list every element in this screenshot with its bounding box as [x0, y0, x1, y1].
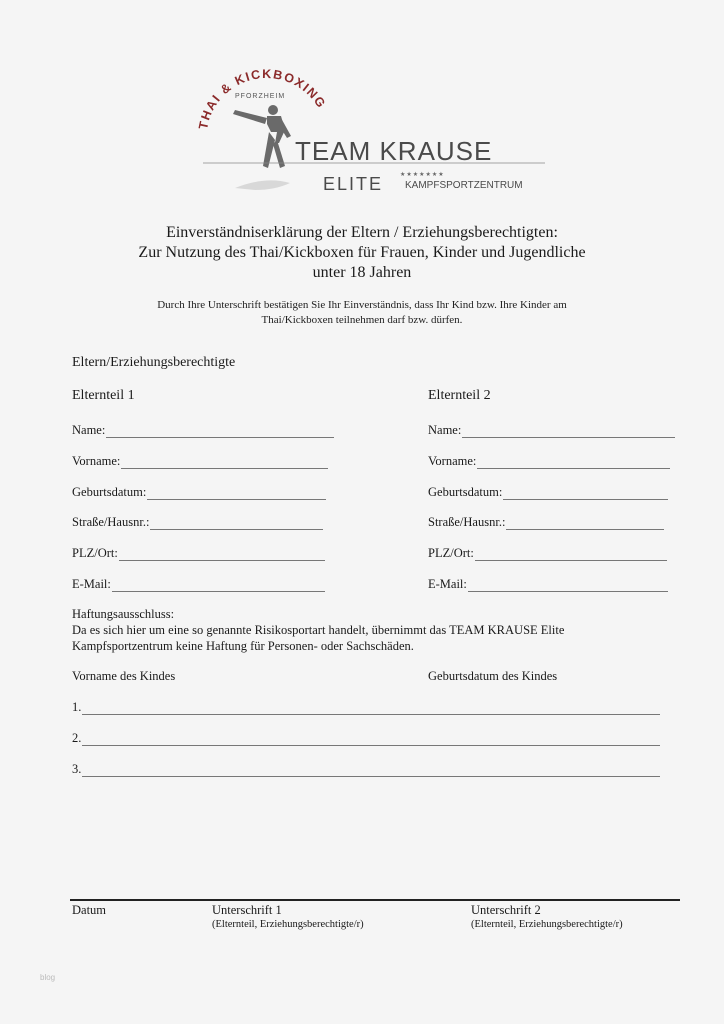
signature-1-label: Unterschrift 1: [212, 903, 282, 917]
child-row-2[interactable]: [72, 731, 660, 746]
parent1-title: Elternteil 1: [72, 388, 135, 403]
parent2-name-field[interactable]: [428, 423, 675, 438]
parent2-vorname-label: Vorname:: [428, 454, 477, 468]
liability-line-1: Da es sich hier um eine so genannte Risikosportart handelt, übernimmt das TEAM KRAUSE Elite: [72, 623, 565, 637]
parent1-email-field[interactable]: [72, 577, 325, 592]
child-row-3-line[interactable]: [82, 764, 660, 777]
parent2-geburtsdatum-label: Geburtsdatum:: [428, 485, 503, 499]
signature-1-sub: (Elternteil, Erziehungsberechtigte/r): [212, 919, 364, 930]
parent1-vorname-field[interactable]: [72, 454, 328, 469]
parents-heading: Eltern/Erziehungsberechtigte: [72, 355, 236, 370]
child-row-2-number: 2.: [72, 731, 82, 745]
parent1-vorname-label: Vorname:: [72, 454, 121, 468]
signature-date-label: Datum: [72, 903, 107, 917]
parent2-plz-line[interactable]: [475, 548, 667, 561]
team-krause-logo: [195, 48, 555, 198]
heading-line-2: Zur Nutzung des Thai/Kickboxen für Frauen, Kinder und Jugendliche: [138, 244, 586, 261]
parent2-email-line[interactable]: [468, 579, 668, 592]
liability-line-2: Kampfsportzentrum keine Haftung für Personen- oder Sachschäden.: [72, 639, 414, 653]
logo-stars: ★★★★★★★: [400, 171, 445, 178]
logo-brand: TEAM KRAUSE: [295, 136, 493, 166]
parent1-strasse-line[interactable]: [150, 517, 323, 530]
watermark: blog: [40, 973, 56, 982]
parent2-title: Elternteil 2: [428, 388, 491, 403]
parent2-strasse-label: Straße/Hausnr.:: [428, 515, 506, 529]
logo-elite: ELITE: [323, 174, 384, 194]
signature-2-label: Unterschrift 2: [471, 903, 541, 917]
parent2-geburtsdatum-field[interactable]: [428, 485, 668, 500]
fighter-silhouette: [233, 105, 291, 168]
parent2-name-label: Name:: [428, 423, 462, 437]
heading-line-1: Einverständniserklärung der Eltern / Erziehungsberechtigten:: [166, 224, 558, 241]
parent1-plz-label: PLZ/Ort:: [72, 546, 118, 560]
signature-2-sub: (Elternteil, Erziehungsberechtigte/r): [471, 919, 623, 930]
child-row-3[interactable]: [72, 762, 660, 777]
signature-divider: [70, 899, 680, 901]
parent1-name-label: Name:: [72, 423, 106, 437]
parent2-strasse-line[interactable]: [506, 517, 664, 530]
parent2-name-line[interactable]: [462, 425, 675, 438]
parent2-plz-field[interactable]: [428, 546, 667, 561]
parent2-geburtsdatum-line[interactable]: [503, 487, 668, 500]
children-col-firstname: Vorname des Kindes: [72, 669, 176, 683]
parent1-vorname-line[interactable]: [121, 456, 328, 469]
child-row-2-line[interactable]: [82, 733, 660, 746]
parent2-strasse-field[interactable]: [428, 515, 664, 530]
parent1-geburtsdatum-line[interactable]: [147, 487, 326, 500]
parent2-vorname-field[interactable]: [428, 454, 670, 469]
logo-subtitle: KAMPFSPORTZENTRUM: [405, 180, 523, 191]
intro-line-2: Thai/Kickboxen teilnehmen darf bzw. dürfen.: [261, 314, 463, 326]
heading-line-3: unter 18 Jahren: [312, 264, 412, 281]
logo-city: PFORZHEIM: [235, 93, 286, 100]
child-row-3-number: 3.: [72, 762, 82, 776]
child-row-1-number: 1.: [72, 700, 82, 714]
parent1-name-line[interactable]: [106, 425, 334, 438]
parent2-vorname-line[interactable]: [477, 456, 670, 469]
parent1-email-label: E-Mail:: [72, 577, 111, 591]
parent1-geburtsdatum-field[interactable]: [72, 485, 326, 500]
parent1-strasse-label: Straße/Hausnr.:: [72, 515, 150, 529]
parent1-name-field[interactable]: [72, 423, 334, 438]
parent1-plz-line[interactable]: [119, 548, 325, 561]
parent1-email-line[interactable]: [112, 579, 325, 592]
children-col-birthdate: Geburtsdatum des Kindes: [428, 669, 558, 683]
parent1-strasse-field[interactable]: [72, 515, 323, 530]
child-row-1[interactable]: [72, 700, 660, 715]
child-row-1-line[interactable]: [82, 702, 660, 715]
intro-line-1: Durch Ihre Unterschrift bestätigen Sie Ihr Einverständnis, dass Ihr Kind bzw. Ihre Kinder am: [157, 299, 567, 311]
logo-arc-text: THAI & KICKBOXING: [196, 66, 329, 131]
liability-title: Haftungsausschluss:: [72, 607, 175, 621]
parent1-plz-field[interactable]: [72, 546, 325, 561]
parent2-email-label: E-Mail:: [428, 577, 467, 591]
parent2-plz-label: PLZ/Ort:: [428, 546, 474, 560]
parent2-email-field[interactable]: [428, 577, 668, 592]
parent1-geburtsdatum-label: Geburtsdatum:: [72, 485, 147, 499]
